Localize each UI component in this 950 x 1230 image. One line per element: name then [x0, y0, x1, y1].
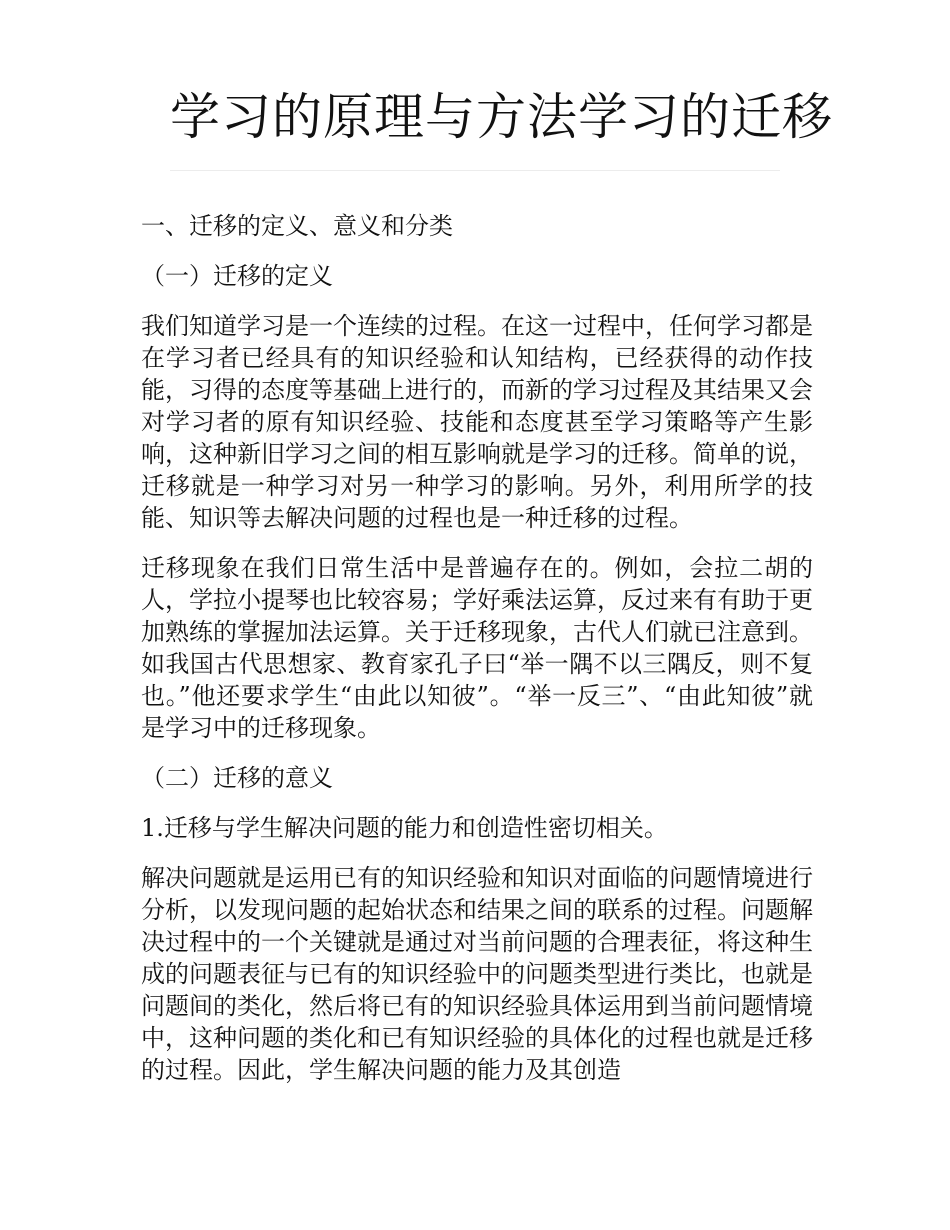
title-block — [170, 84, 833, 171]
subsection-heading-definition: （一）迁移的定义 — [141, 262, 333, 290]
page-title: 学习的原理与方法学习的迁移 — [170, 88, 833, 146]
paragraph-problem-solving: 解决问题就是运用已有的知识经验和知识对面临的问题情境进行分析，以发现问题的起始状态和结果之间的联系的过程。问题解决过程中的一个关键就是通过对当前问题的合理表征，将这种生成的问题表征与已有的知识经验中的问题类型进行类比，也就是问题间的类化，然后将已有的知识经验具体运用到当前问题情境中，这种问题的类化和已有知识经验的具体化的过程也就是迁移的过程。因此，学生解决问题的能力及其创造 — [141, 864, 813, 1084]
document-content — [141, 210, 813, 1104]
paragraph-examples: 迁移现象在我们日常生活中是普遍存在的。例如，会拉二胡的人，学拉小提琴也比较容易；学好乘法运算，反过来有有助于更加熟练的掌握加法运算。关于迁移现象，古代人们就已注意到。如我国古代思想家、教育家孔子曰“举一隅不以三隅反，则不复也。”他还要求学生“由此以知彼”。“举一反三”、“由此知彼”就是学习中的迁移现象。 — [141, 554, 813, 742]
section-heading: 一、迁移的定义、意义和分类 — [141, 212, 453, 240]
subsection-heading-significance: （二）迁移的意义 — [141, 764, 333, 792]
point-heading-problem-solving: 1.迁移与学生解决问题的能力和创造性密切相关。 — [141, 814, 668, 842]
paragraph-definition: 我们知道学习是一个连续的过程。在这一过程中，任何学习都是在学习者已经具有的知识经验和认知结构，已经获得的动作技能，习得的态度等基础上进行的，而新的学习过程及其结果又会对学习者的原有知识经验、技能和态度甚至学习策略等产生影响，这种新旧学习之间的相互影响就是学习的迁移。简单的说，迁移就是一种学习对另一种学习的影响。另外，利用所学的技能、知识等去解决问题的过程也是一种迁移的过程。 — [141, 312, 813, 532]
